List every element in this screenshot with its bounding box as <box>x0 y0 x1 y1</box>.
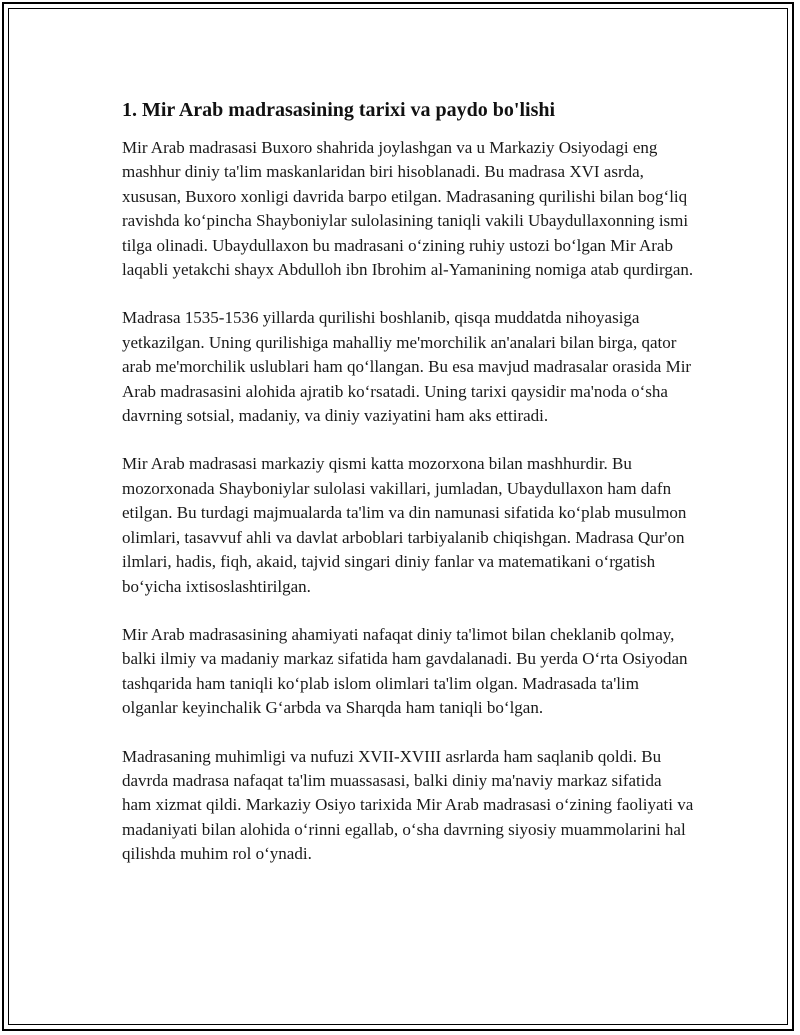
paragraph-5: Madrasaning muhimligi va nufuzi XVII-XVIII asrlarda ham saqlanib qoldi. Bu davrda madrasa nafaqat ta'lim muassasasi, balki diniy ma'naviy markaz sifatida ham xizmat qildi. Markaziy Osiyo tarixida Mir Arab madrasasi o‘zining faoliyati va madaniyati bilan alohida o‘rinni egallab, o‘sha davrning siyosiy muammolarini hal qilishda muhim rol o‘ynadi. <box>122 746 694 864</box>
paragraph-4: Mir Arab madrasasining ahamiyati nafaqat diniy ta'limot bilan cheklanib qolmay, balki ilmiy va madaniy markaz sifatida ham gavdalanadi. Bu yerda O‘rta Osiyodan tashqarida ham taniqli ko‘plab islom olimlari ta'lim olgan. Madrasada ta'lim olganlar keyinchalik G‘arbda va Sharqda ham taniqli bo‘lgan. <box>122 624 688 718</box>
page-border <box>2 2 794 1031</box>
document-body <box>122 96 694 891</box>
section-heading: 1. Mir Arab madrasasining tarixi va paydo bo'lishi <box>122 99 556 121</box>
paragraph-1: Mir Arab madrasasi Buxoro shahrida joylashgan va u Markaziy Osiyodagi eng mashhur diniy ta'lim maskanlaridan biri hisoblanadi. Bu madrasa XVI asrda, xususan, Buxoro xonligi davrida barpo etilgan. Madrasaning qurilishi bilan bog‘liq ravishda ko‘pincha Shayboniylar sulolasining taniqli vakili Ubaydullaxonning ismi tilga olinadi. Ubaydullaxon bu madrasani o‘zining ruhiy ustozi bo‘lgan Mir Arab laqabli yetakchi shayx Abdulloh ibn Ibrohim al-Yamanining nomiga atab qurdirgan. <box>122 138 694 280</box>
paragraph-3: Mir Arab madrasasi markaziy qismi katta mozorxona bilan mashhurdir. Bu mozorxonada Shayboniylar sulolasi vakillari, jumladan, Ubaydullaxon ham dafn etilgan. Bu turdagi majmualarda ta'lim va din namunasi sifatida ko‘plab musulmon olimlari, tasavvuf ahli va davlat arboblari tarbiyalanib chiqishgan. Madrasa Qur'on ilmlari, hadis, fiqh, akaid, tajvid singari diniy fanlar va matematikani o‘rgatish bo‘yicha ixtisoslashtirilgan. <box>122 454 687 596</box>
paragraph-2: Madrasa 1535-1536 yillarda qurilishi boshlanib, qisqa muddatda nihoyasiga yetkazilgan. Uning qurilishiga mahalliy me'morchilik an'analari bilan birga, qator arab me'morchilik uslublari ham qo‘llangan. Bu esa mavjud madrasalar orasida Mir Arab madrasasini alohida ajratib ko‘rsatadi. Uning tarixi qaysidir ma'noda o‘sha davrning sotsial, madaniy, va diniy vaziyatini ham aks ettiradi. <box>122 308 692 426</box>
